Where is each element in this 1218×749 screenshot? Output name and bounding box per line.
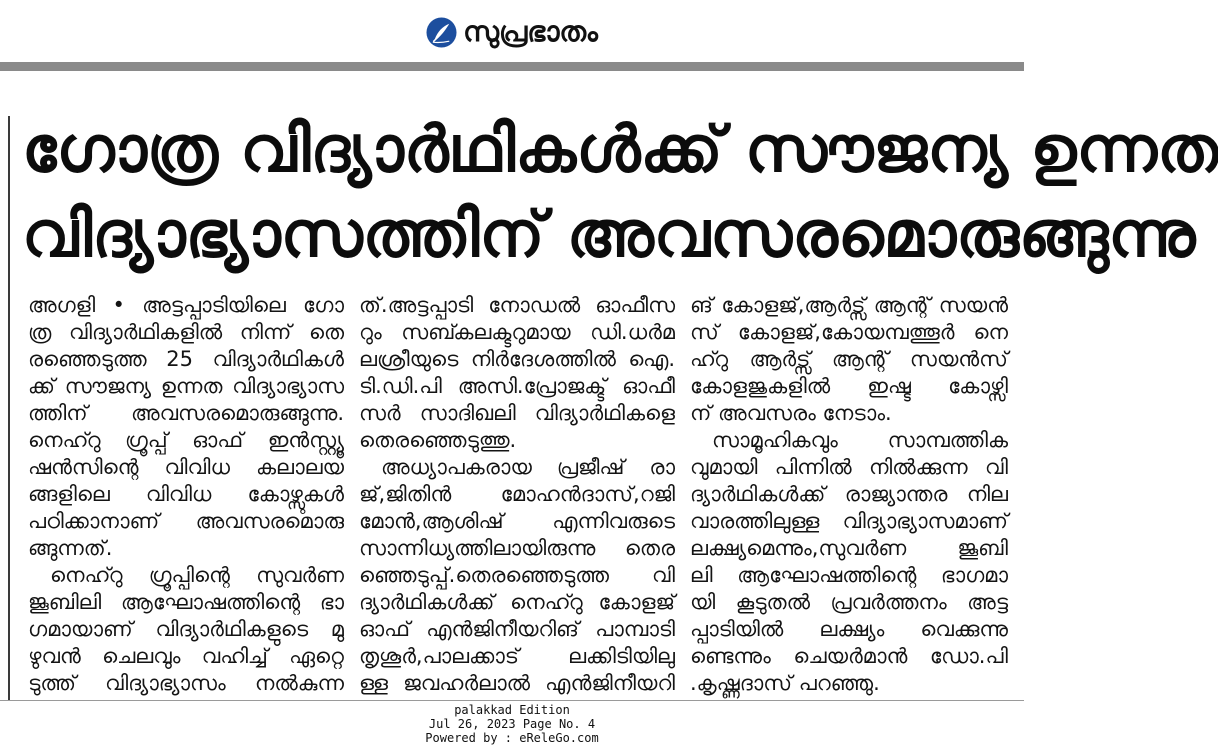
body-line: ള്ള ജവഹർലാൽ എൻജിനീയറി (359, 671, 675, 695)
body-line: നെഹ്റു ഗ്രൂപ്പ് ഓഫ് ഇൻസ്റ്റ്യൂ (28, 428, 344, 452)
body-line: ങ്ങളിലെ വിവിധ കോഴ്സുകൾ (28, 482, 344, 506)
body-line: ജൂബിലി ആഘോഷത്തിന്റെ ഭാ (28, 590, 344, 614)
body-line: ലശ്രീയുടെ നിർദേശത്തിൽ ഐ. (359, 347, 675, 371)
body-line: ത്ര വിദ്യാർഥികളിൽ നിന്ന് തെ (28, 320, 344, 344)
clip-footer (0, 703, 1024, 747)
body-line: ലക്ഷ്യമെന്നും,സുവർണ ജൂബി (690, 536, 1008, 560)
body-line: ലി ആഘോഷത്തിന്റെ ഭാഗമാ (690, 563, 1008, 587)
footer-date-page: Jul 26, 2023 Page No. 4 (428, 717, 596, 731)
body-line: ഗമായാണ് വിദ്യാർഥികളുടെ മു (28, 617, 344, 641)
body-line: ഷൻസിന്റെ വിവിധ കലാലയ (28, 455, 344, 479)
logo-wordmark: സുപ്രഭാതം (463, 15, 598, 48)
clip-left-edge (8, 116, 10, 700)
headline-line-1: ഗോത്ര വിദ്യാർഥികൾക്ക് സൗജന്യ ഉന്നത (22, 113, 1218, 187)
quill-icon (426, 17, 457, 48)
article-column-3 (690, 292, 1008, 697)
header-divider-bar (0, 62, 1024, 71)
body-line: യി കൂടുതൽ പ്രവർത്തനം അട്ട (690, 590, 1008, 614)
body-line: അധ്യാപകരായ പ്രജീഷ് രാ (381, 455, 675, 479)
body-line: ന് അവസരം നേടാം. (690, 401, 892, 425)
article-headline (22, 108, 1218, 278)
body-line: ത്.അട്ടപ്പാടി നോഡൽ ഓഫീസ (359, 293, 675, 317)
body-line: ങ്ങുന്നത്. (28, 536, 113, 560)
footer-powered-by: Powered by : eReleGo.com (425, 731, 599, 745)
body-line: ദ്യാർഥികൾക്ക് നെഹ്റു കോളജ് (359, 590, 675, 614)
body-line: ഴുവൻ ചെലവും വഹിച്ച് ഏറ്റെ (28, 644, 344, 668)
body-line: അഗളി • അട്ടപ്പാടിയിലെ ഗോ (28, 293, 344, 317)
body-line: ത്തിന് അവസരമൊരുങ്ങുന്നു. (28, 401, 344, 425)
body-line: ഞ്ഞെടുപ്പ്.തെരഞ്ഞെടുത്ത വി (359, 563, 675, 587)
newspaper-logo[interactable] (0, 13, 1024, 51)
body-line: ഓഫ് എൻജിനീയറിങ് പാമ്പാടി (359, 617, 675, 641)
body-line: സാമൂഹികവും സാമ്പത്തിക (712, 428, 1008, 452)
body-line: തൃശൂർ,പാലക്കാട് ലക്കിടിയിലു (359, 644, 675, 668)
footer-edition: palakkad Edition (454, 703, 570, 717)
body-line: തെരഞ്ഞെടുത്തു. (359, 428, 517, 452)
body-line: പഠിക്കാനാണ് അവസരമൊരു (28, 509, 344, 533)
body-line: ദ്യാർഥികൾക്ക് രാജ്യാന്തര നില (690, 482, 1008, 506)
article-column-1 (28, 292, 344, 697)
body-line: .കൃഷ്ണദാസ് പറഞ്ഞു. (690, 671, 880, 695)
body-line: ഹ്റു ആർട്സ് ആന്റ് സയൻസ് (690, 347, 1008, 371)
body-line: കോളജുകളിൽ ഇഷ്ട കോഴ്സി (690, 374, 1008, 398)
body-line: ങ് കോളജ്,ആർട്സ് ആന്റ് സയൻ (690, 293, 1008, 317)
body-line: ക്ക് സൗജന്യ ഉന്നത വിദ്യാഭ്യാസ (28, 374, 344, 398)
body-line: ടി.ഡി.പി അസി.പ്രോജക്ട് ഓഫീ (359, 374, 675, 398)
article-column-2 (359, 292, 675, 697)
body-line: മോൻ,ആശിഷ് എന്നിവരുടെ (359, 509, 675, 533)
body-line: സ് കോളജ്,കോയമ്പത്തൂർ നെ (690, 320, 1008, 344)
body-line: ടുത്ത് വിദ്യാഭ്യാസം നൽകുന്ന (28, 671, 344, 695)
body-line: സാന്നിധ്യത്തിലായിരുന്നു തെര (359, 536, 675, 560)
body-line: നെഹ്റു ഗ്രൂപ്പിന്റെ സുവർണ (50, 563, 344, 587)
footer-divider (0, 700, 1024, 701)
body-line: ണ്ടെന്നും ചെയർമാൻ ഡോ.പി (690, 644, 1008, 668)
body-line: വാരത്തിലുള്ള വിദ്യാഭ്യാസമാണ് (690, 509, 1008, 533)
body-line: റും സബ്കലക്ടറുമായ ഡി.ധർമ (359, 320, 675, 344)
masthead (0, 0, 1024, 62)
body-line: രഞ്ഞെടുത്ത 25 വിദ്യാർഥികൾ (28, 347, 344, 371)
body-line: വുമായി പിന്നിൽ നിൽക്കുന്ന വി (690, 455, 1008, 479)
body-line: ജ്,ജിതിൻ മോഹൻദാസ്,റജി (359, 482, 675, 506)
headline-line-2: വിദ്യാഭ്യാസത്തിന് അവസരമൊരുങ്ങുന്നു (22, 198, 1196, 272)
body-line: പ്പാടിയിൽ ലക്ഷ്യം വെക്കുന്നു (690, 617, 1008, 641)
body-line: സർ സാദിഖലി വിദ്യാർഥികളെ (359, 401, 675, 425)
